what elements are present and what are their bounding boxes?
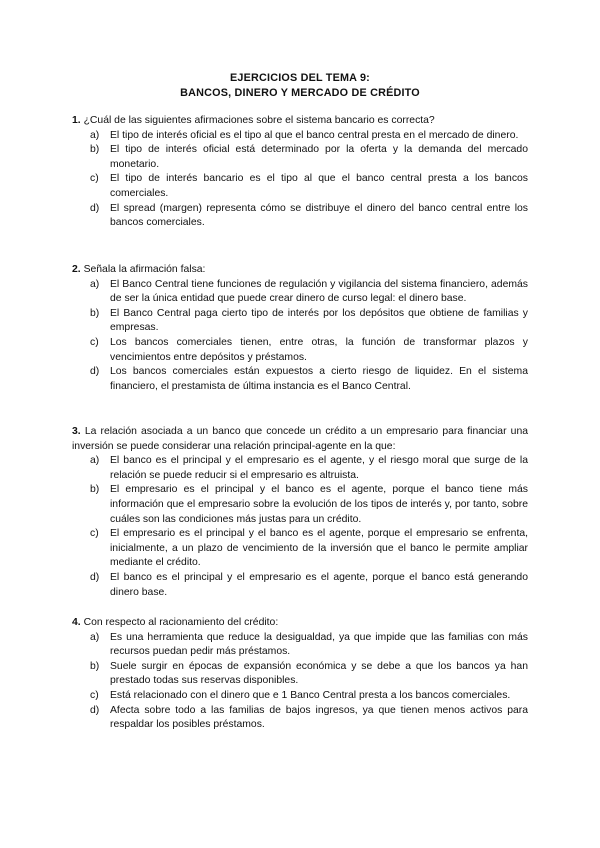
question-number: 3.	[72, 426, 81, 437]
option-a: a) Es una herramienta que reduce la desigualdad, ya que impide que las familias con más recursos puedan pedir más préstamos.	[90, 631, 528, 658]
option-d: d) El spread (margen) representa cómo se distribuye el dinero del banco central entre los bancos comerciales.	[90, 202, 528, 229]
option-c: c) Los bancos comerciales tienen, entre otras, la función de transformar plazos y vencimientos entre depósitos y préstamos.	[90, 336, 528, 363]
option-a: a) El Banco Central tiene funciones de regulación y vigilancia del sistema financiero, además de ser la única entidad que puede crear dinero de curso legal: el dinero base.	[90, 278, 528, 305]
question-text: ¿Cuál de las siguientes afirmaciones sobre el sistema bancario es correcta?	[83, 115, 435, 126]
page-title-line2: BANCOS, DINERO Y MERCADO DE CRÉDITO	[180, 87, 420, 99]
question-text: Con respecto al racionamiento del crédito:	[83, 617, 279, 628]
question-text: La relación asociada a un banco que concede un crédito a un empresario para financiar una inversión se puede considerar una relación principal-agente en la que:	[72, 426, 529, 452]
option-c: c) Está relacionado con el dinero que e 1 Banco Central presta a los bancos comerciales.	[90, 689, 511, 701]
option-d: d) El banco es el principal y el empresario es el agente, porque el banco está generando dinero base.	[90, 571, 528, 598]
option-d: d) Afecta sobre todo a las familias de bajos ingresos, ya que tienen menos activos para respaldar los posibles préstamos.	[90, 704, 528, 731]
option-c: c) El empresario es el principal y el banco es el agente, porque el empresario se enfrenta, inicialmente, a un plazo de vencimiento de la inversión que el banco le permite ampliar mediante el crédito.	[90, 528, 528, 569]
option-b: b) El tipo de interés oficial está determinado por la oferta y la demanda del mercado monetario.	[90, 144, 528, 170]
option-b: b) Suele surgir en épocas de expansión económica y se debe a que los bancos ya han prestado todas sus reservas disponibles.	[90, 660, 528, 687]
question-2	[72, 263, 528, 394]
option-a: a) El banco es el principal y el empresario es el agente, y el riesgo moral que surge de la relación se puede reducir si el empresario es altruista.	[90, 455, 528, 481]
option-b: b) El empresario es el principal y el banco es el agente, porque el banco tiene más información que el empresario sobre la evolución de los tipos de interés y, por tanto, sobre cuáles son las condiciones más justas para un crédito.	[90, 484, 528, 525]
question-3	[72, 425, 528, 600]
option-c: c) El tipo de interés bancario es el tipo al que el banco central presta a los bancos comerciales.	[90, 173, 528, 199]
question-1	[72, 114, 528, 231]
question-number: 4.	[72, 617, 81, 628]
question-number: 2.	[72, 264, 81, 275]
question-number: 1.	[72, 115, 81, 126]
question-text: Señala la afirmación falsa:	[83, 264, 206, 275]
option-a: a) El tipo de interés oficial es el tipo al que el banco central presta en el mercado de dinero.	[90, 129, 519, 141]
page-title-line1: EJERCICIOS DEL TEMA 9:	[230, 72, 370, 84]
option-b: b) El Banco Central paga cierto tipo de interés por los depósitos que obtiene de familias y empresas.	[90, 307, 528, 334]
option-d: d) Los bancos comerciales están expuestos a cierto riesgo de liquidez. En el sistema financiero, el prestamista de última instancia es el Banco Central.	[90, 366, 528, 392]
question-4	[72, 616, 528, 733]
